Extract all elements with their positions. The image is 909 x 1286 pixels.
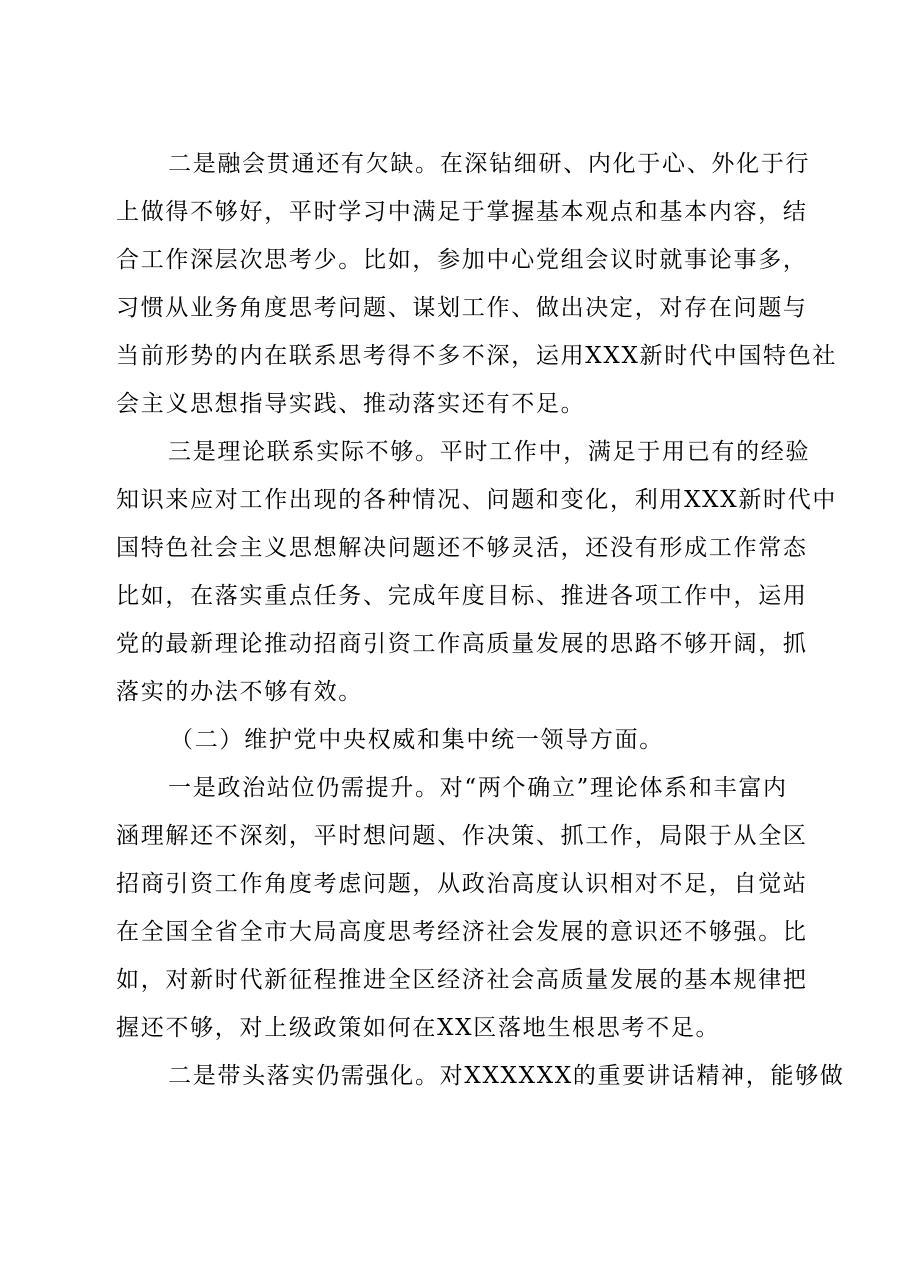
heading-line: （二）维护党中央权威和集中统一领导方面。 (170, 727, 664, 753)
text-line: 合工作深层次思考少。比如，参加中心党组会议时就事论事多， (116, 247, 808, 273)
text-line: 招商引资工作角度考虑问题，从政治高度认识相对不足，自觉站 (116, 871, 808, 897)
paragraph-implementation (116, 1052, 845, 1100)
text-line: 一是政治站位仍需提升。对“两个确立”理论体系和丰富内 (168, 775, 788, 801)
text-line: 知识来应对工作出现的各种情况、问题和变化，利用XXX新时代中 (116, 487, 838, 513)
text-line: 习惯从业务角度思考问题、谋划工作、做出决定，对存在问题与 (116, 295, 808, 321)
text-line: 当前形势的内在联系思考得不多不深，运用XXX新时代中国特色社 (116, 343, 838, 369)
paragraph-integration (116, 140, 838, 428)
text-line: 会主义思想指导实践、推动落实还有不足。 (116, 391, 586, 417)
text-line: 二是带头落实仍需强化。对XXXXXX的重要讲话精神，能够做 (168, 1063, 845, 1089)
text-line: 如，对新时代新征程推进全区经济社会高质量发展的基本规律把 (116, 967, 808, 993)
text-line: 在全国全省全市大局高度思考经济社会发展的意识还不够强。比 (116, 919, 808, 945)
paragraph-theory-practice (116, 428, 838, 716)
paragraph-political-stance (116, 764, 806, 1052)
text-line: 三是理论联系实际不够。平时工作中，满足于用已有的经验 (168, 439, 811, 465)
text-line: 涵理解还不深刻，平时想问题、作决策、抓工作，局限于从全区 (116, 823, 808, 849)
section-heading (116, 716, 806, 764)
text-line: 二是融会贯通还有欠缺。在深钻细研、内化于心、外化于行 (168, 151, 811, 177)
text-line: 国特色社会主义思想解决问题还不够灵活，还没有形成工作常态 (116, 535, 808, 561)
text-line: 落实的办法不够有效。 (116, 679, 363, 705)
text-line: 比如，在落实重点任务、完成年度目标、推进各项工作中，运用 (116, 583, 808, 609)
text-line: 握还不够，对上级政策如何在XX区落地生根思考不足。 (116, 1015, 721, 1041)
document-body (116, 140, 845, 1100)
text-line: 党的最新理论推动招商引资工作高质量发展的思路不够开阔，抓 (116, 631, 808, 657)
text-line: 上做得不够好，平时学习中满足于掌握基本观点和基本内容，结 (116, 199, 808, 225)
